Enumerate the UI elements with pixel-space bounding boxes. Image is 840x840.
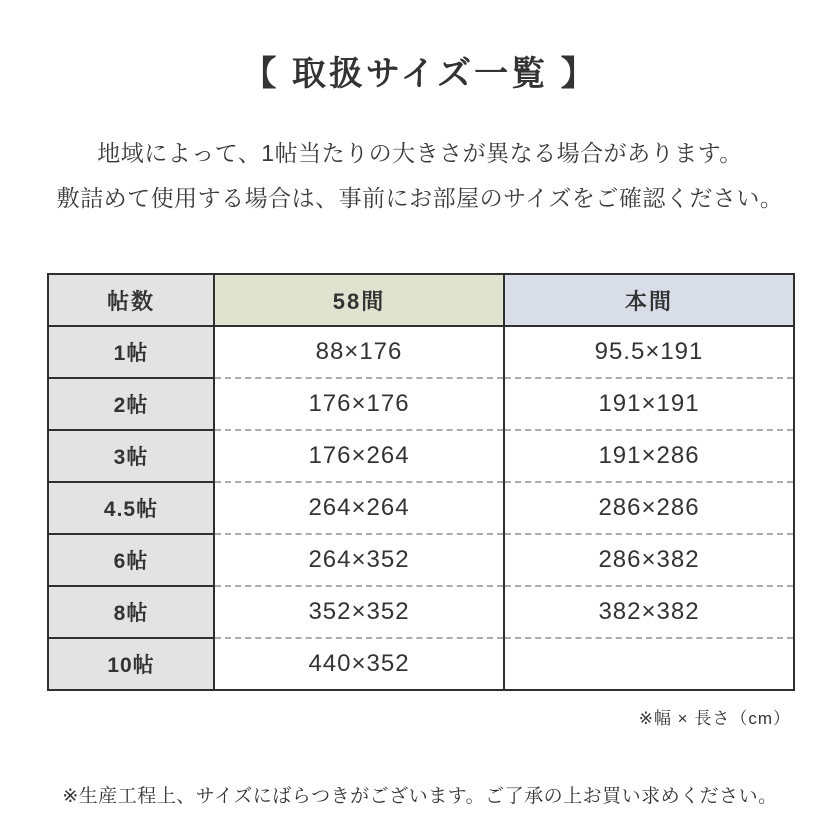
size-table-container	[47, 273, 793, 729]
table-row	[48, 534, 794, 586]
size-58ken-value: 264×352	[214, 534, 504, 586]
size-58ken-value: 440×352	[214, 638, 504, 690]
size-honma-value: 191×286	[504, 430, 794, 482]
row-label: 2帖	[48, 378, 214, 430]
row-label: 8帖	[48, 586, 214, 638]
header-cell-58ken: 58間	[214, 274, 504, 326]
table-row	[48, 326, 794, 378]
row-label: 10帖	[48, 638, 214, 690]
description-line-2: 敷詰めて使用する場合は、事前にお部屋のサイズをご確認ください。	[56, 185, 784, 211]
size-58ken-value: 176×264	[214, 430, 504, 482]
unit-note: ※幅 × 長さ（cm）	[638, 709, 791, 728]
row-label: 1帖	[48, 326, 214, 378]
row-label: 3帖	[48, 430, 214, 482]
size-table	[47, 273, 795, 691]
table-row	[48, 586, 794, 638]
size-58ken-value: 176×176	[214, 378, 504, 430]
row-label: 4.5帖	[48, 482, 214, 534]
row-label: 6帖	[48, 534, 214, 586]
size-honma-na-cell	[504, 638, 794, 690]
page-title: 【 取扱サイズ一覧 】	[242, 55, 598, 93]
size-58ken-value: 264×264	[214, 482, 504, 534]
size-honma-value: 382×382	[504, 586, 794, 638]
size-58ken-value: 88×176	[214, 326, 504, 378]
size-honma-value: 95.5×191	[504, 326, 794, 378]
table-row	[48, 638, 794, 690]
header-cell-jousuu: 帖数	[48, 274, 214, 326]
description-line-1: 地域によって、1帖当たりの大きさが異なる場合があります。	[97, 140, 743, 166]
header-cell-honma: 本間	[504, 274, 794, 326]
footer-note: ※生産工程上、サイズにばらつきがございます。ご了承の上お買い求めください。	[62, 786, 778, 807]
table-row	[48, 482, 794, 534]
size-58ken-value: 352×352	[214, 586, 504, 638]
header-row	[48, 274, 794, 326]
table-row	[48, 430, 794, 482]
table-row	[48, 378, 794, 430]
size-honma-value: 286×286	[504, 482, 794, 534]
description-block	[0, 131, 840, 221]
size-honma-value: 286×382	[504, 534, 794, 586]
size-honma-value: 191×191	[504, 378, 794, 430]
